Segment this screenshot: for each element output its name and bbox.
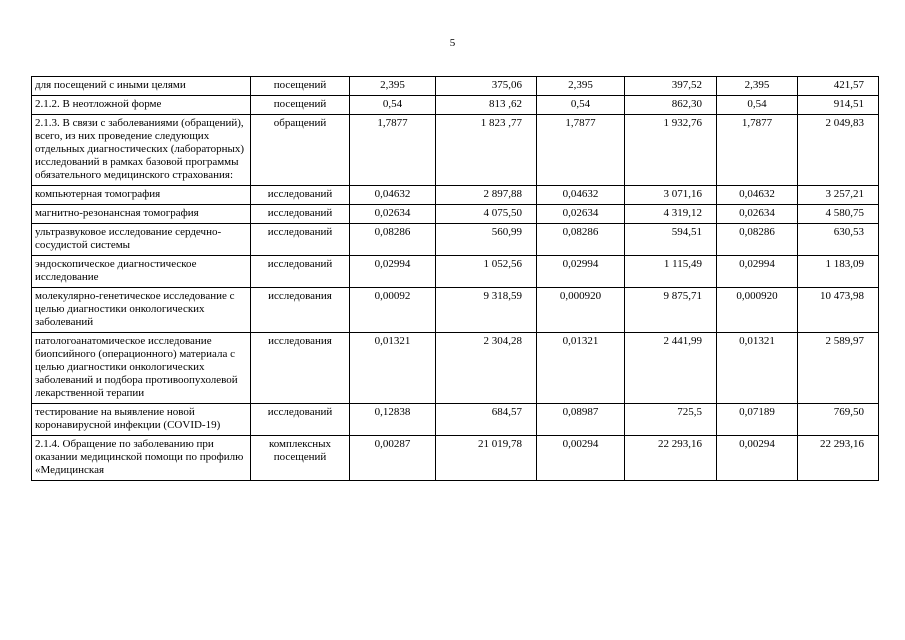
cost-norm-cell: 4 580,75 xyxy=(798,205,879,224)
row-name-cell: магнитно-резонансная томография xyxy=(32,205,251,224)
volume-norm-cell: 0,01321 xyxy=(350,333,436,404)
cost-norm-cell: 375,06 xyxy=(436,77,537,96)
volume-norm-cell: 0,00294 xyxy=(537,436,625,481)
table-row xyxy=(32,224,879,256)
volume-norm-cell: 0,07189 xyxy=(717,404,798,436)
cost-norm-cell: 421,57 xyxy=(798,77,879,96)
unit-cell: исследований xyxy=(251,205,350,224)
volume-norm-cell: 0,04632 xyxy=(717,186,798,205)
cost-norm-cell: 2 441,99 xyxy=(625,333,717,404)
volume-norm-cell: 0,01321 xyxy=(717,333,798,404)
cost-norm-cell: 2 589,97 xyxy=(798,333,879,404)
unit-cell: комплексных посещений xyxy=(251,436,350,481)
unit-cell: посещений xyxy=(251,96,350,115)
cost-norm-cell: 3 071,16 xyxy=(625,186,717,205)
volume-norm-cell: 0,08286 xyxy=(717,224,798,256)
unit-cell: исследования xyxy=(251,333,350,404)
volume-norm-cell: 1,7877 xyxy=(537,115,625,186)
volume-norm-cell: 0,08987 xyxy=(537,404,625,436)
volume-norm-cell: 0,00294 xyxy=(717,436,798,481)
volume-norm-cell: 0,02994 xyxy=(717,256,798,288)
volume-norm-cell: 0,08286 xyxy=(537,224,625,256)
unit-cell: обращений xyxy=(251,115,350,186)
volume-norm-cell: 0,000920 xyxy=(537,288,625,333)
volume-norm-cell: 0,08286 xyxy=(350,224,436,256)
unit-cell: исследований xyxy=(251,256,350,288)
table-row xyxy=(32,404,879,436)
unit-cell: исследований xyxy=(251,224,350,256)
row-name-cell: молекулярно-генетическое исследование с целью диагностики онкологических заболеваний xyxy=(32,288,251,333)
volume-norm-cell: 1,7877 xyxy=(350,115,436,186)
table-row xyxy=(32,333,879,404)
volume-norm-cell: 0,02994 xyxy=(537,256,625,288)
row-name-cell: 2.1.2. В неотложной форме xyxy=(32,96,251,115)
table-row xyxy=(32,186,879,205)
cost-norm-cell: 4 075,50 xyxy=(436,205,537,224)
volume-norm-cell: 0,02994 xyxy=(350,256,436,288)
volume-norm-cell: 0,02634 xyxy=(537,205,625,224)
cost-norm-cell: 914,51 xyxy=(798,96,879,115)
unit-cell: посещений xyxy=(251,77,350,96)
cost-norm-cell: 725,5 xyxy=(625,404,717,436)
table-row xyxy=(32,288,879,333)
volume-norm-cell: 0,12838 xyxy=(350,404,436,436)
cost-norm-cell: 1 932,76 xyxy=(625,115,717,186)
cost-norm-cell: 1 183,09 xyxy=(798,256,879,288)
volume-norm-cell: 0,00092 xyxy=(350,288,436,333)
volume-norm-cell: 0,54 xyxy=(350,96,436,115)
volume-norm-cell: 0,04632 xyxy=(537,186,625,205)
volume-norm-cell: 0,02634 xyxy=(350,205,436,224)
volume-norm-cell: 0,04632 xyxy=(350,186,436,205)
cost-norm-cell: 560,99 xyxy=(436,224,537,256)
row-name-cell: тестирование на выявление новой коронавирусной инфекции (COVID-19) xyxy=(32,404,251,436)
financial-norms-table xyxy=(31,76,879,481)
cost-norm-cell: 1 052,56 xyxy=(436,256,537,288)
table-row xyxy=(32,205,879,224)
cost-norm-cell: 862,30 xyxy=(625,96,717,115)
volume-norm-cell: 2,395 xyxy=(350,77,436,96)
cost-norm-cell: 684,57 xyxy=(436,404,537,436)
cost-norm-cell: 22 293,16 xyxy=(798,436,879,481)
row-name-cell: для посещений с иными целями xyxy=(32,77,251,96)
volume-norm-cell: 0,00287 xyxy=(350,436,436,481)
row-name-cell: ультразвуковое исследование сердечно-сосудистой системы xyxy=(32,224,251,256)
table-row xyxy=(32,77,879,96)
cost-norm-cell: 10 473,98 xyxy=(798,288,879,333)
cost-norm-cell: 397,52 xyxy=(625,77,717,96)
table-row xyxy=(32,256,879,288)
volume-norm-cell: 0,54 xyxy=(717,96,798,115)
table-row xyxy=(32,115,879,186)
volume-norm-cell: 0,01321 xyxy=(537,333,625,404)
cost-norm-cell: 4 319,12 xyxy=(625,205,717,224)
cost-norm-cell: 21 019,78 xyxy=(436,436,537,481)
table-row xyxy=(32,96,879,115)
volume-norm-cell: 2,395 xyxy=(537,77,625,96)
volume-norm-cell: 0,02634 xyxy=(717,205,798,224)
cost-norm-cell: 2 897,88 xyxy=(436,186,537,205)
volume-norm-cell: 1,7877 xyxy=(717,115,798,186)
row-name-cell: эндоскопическое диагностическое исследование xyxy=(32,256,251,288)
cost-norm-cell: 769,50 xyxy=(798,404,879,436)
cost-norm-cell: 594,51 xyxy=(625,224,717,256)
row-name-cell: компьютерная томография xyxy=(32,186,251,205)
volume-norm-cell: 0,000920 xyxy=(717,288,798,333)
row-name-cell: 2.1.3. В связи с заболеваниями (обращений), всего, из них проведение следующих отдельных диагностических (лабораторных) исследований в рамках базовой программы обязательного медицинского страхования: xyxy=(32,115,251,186)
cost-norm-cell: 813 ,62 xyxy=(436,96,537,115)
cost-norm-cell: 2 049,83 xyxy=(798,115,879,186)
cost-norm-cell: 2 304,28 xyxy=(436,333,537,404)
volume-norm-cell: 2,395 xyxy=(717,77,798,96)
table-row xyxy=(32,436,879,481)
table-body xyxy=(32,77,879,481)
row-name-cell: 2.1.4. Обращение по заболеванию при оказании медицинской помощи по профилю «Медицинская xyxy=(32,436,251,481)
unit-cell: исследований xyxy=(251,186,350,205)
cost-norm-cell: 9 875,71 xyxy=(625,288,717,333)
volume-norm-cell: 0,54 xyxy=(537,96,625,115)
unit-cell: исследования xyxy=(251,288,350,333)
cost-norm-cell: 1 115,49 xyxy=(625,256,717,288)
cost-norm-cell: 22 293,16 xyxy=(625,436,717,481)
cost-norm-cell: 1 823 ,77 xyxy=(436,115,537,186)
cost-norm-cell: 3 257,21 xyxy=(798,186,879,205)
row-name-cell: патологоанатомическое исследование биопсийного (операционного) материала с целью диагностики онкологических заболеваний и подбора противоопухолевой лекарственной терапии xyxy=(32,333,251,404)
page-number: 5 xyxy=(449,37,456,49)
cost-norm-cell: 9 318,59 xyxy=(436,288,537,333)
unit-cell: исследований xyxy=(251,404,350,436)
cost-norm-cell: 630,53 xyxy=(798,224,879,256)
